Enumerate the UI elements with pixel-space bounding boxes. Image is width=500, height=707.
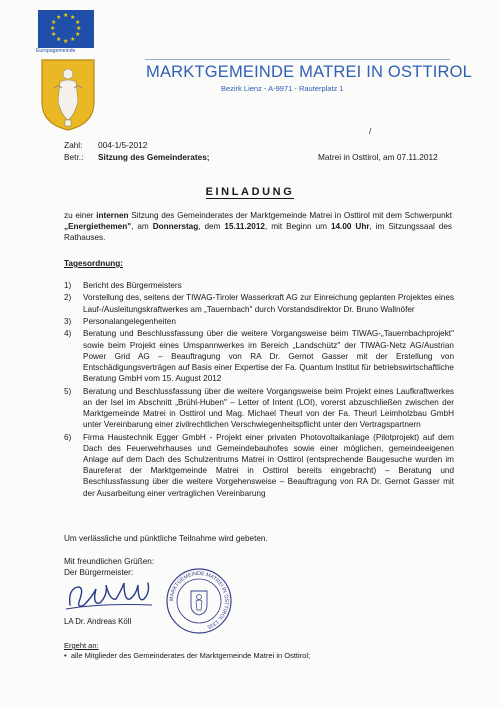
recipient-text: alle Mitglieder des Gemeinderates der Marktgemeinde Matrei in Osttirol;: [70, 651, 311, 660]
municipality-title: MARKTGEMEINDE MATREI IN OSTTIROL: [146, 63, 473, 81]
municipality-address: Bezirk Lienz - A-9971 - Rauterplatz 1: [221, 84, 344, 93]
recipients-title: Ergeht an:: [64, 641, 99, 650]
recipient-line: [64, 651, 310, 660]
agenda-item: 3) Personalangelegenheiten: [64, 316, 176, 326]
intro-paragraph: zu einer internen Sitzung des Gemeinderates der Marktgemeinde Matrei in Osttirol mit dem Schwerpunkt „Energiethemen", am Donnerstag, dem 15.11.2012, mit Beginn um 14.00 Uhr, im Sitzungssaal des Rathauses.: [64, 211, 452, 243]
reference-number: 004-1/5-2012: [98, 140, 148, 150]
reference-label: Zahl:: [64, 140, 83, 150]
subject-label: Betr.:: [64, 152, 84, 162]
agenda-item: 4) Beratung und Beschlussfassung über die weitere Vorgangsweise beim TIWAG-„Tauernbachprojekt" sowie beim Projekt eines Umspannwerkes im Bereich „Landschütz" der TIWAG-Netz AG/Austrian Power Grid AG – Beauftragung von RA Dr. Gernot Gasser mit der Erstellung von Entschädigungsverträgen auf Basis einer Expertise der Fa. Quantum Institut für betriebswirtschaftliche Beratung GmbH vom 15. August 2012: [64, 329, 454, 384]
mayor-label: Der Bürgermeister:: [64, 568, 134, 577]
eu-caption: Europagemeinde: [36, 48, 76, 54]
greeting: Mit freundlichen Grüßen:: [64, 557, 155, 566]
agenda-item: 6) Firma Haustechnik Egger GmbH - Projekt einer privaten Photovoltaikanlage (Pilotprojekt) auf dem Dach des Feuerwehrhauses und Gemeindebauhofes sowie einer möglichen, gemeindeeigenen Anlage auf dem Dach des Schulzentrums Matrei in Osttirol (entsprechende Baugesuche wurden im Baureferat der Marktgemeinde Matrei in Osttirol bereits eingebracht) – Beratung und Beschlussfassung über die weitere Vorgehensweise – Beauftragung von RA Dr. Gernot Gasser mit der Ausarbeitung einer vertraglichen Vereinbarung: [64, 432, 454, 498]
agenda-item: 1) Bericht des Bürgermeisters: [64, 281, 182, 290]
agenda-item: 2) Vorstellung des, seitens der TIWAG-Tiroler Wasserkraft AG zur Einreichung geplanten Projektes eines Lauf-/Ausleitungskraftwerkes am „Tauernbach" durch Vorstandsdirektor Dr. Bruno Wallnöfer: [64, 293, 454, 314]
place-date: Matrei in Osttirol, am 07.11.2012: [318, 152, 438, 162]
closing-text: Um verlässliche und pünktliche Teilnahme wird gebeten.: [64, 534, 268, 543]
agenda-list: [64, 280, 454, 500]
invitation-heading-text: EINLADUNG: [205, 186, 295, 198]
municipal-seal-stamp: [165, 567, 233, 635]
header-rule: [145, 59, 450, 60]
agenda-title: Tagesordnung:: [64, 259, 123, 268]
handwritten-signature: [62, 575, 157, 619]
coat-of-arms-logo: [40, 58, 96, 132]
agenda-item: 5) Beratung und Beschlussfassung über die weitere Vorgangsweise beim Projekt eines Laufkraftwerkes an der Isel im Abschnitt „Brühl-Huben" – Letter of Intent (LOI), vorerst abzuschließen zwischen der Marktgemeinde Matrei in Osttirol und Mag. Michael Theurl von der Fa. Theurl Leimholzbau GmbH unter Vereinbarung einer zivilrechtlichen Verschwiegenheitspflicht unter den Vertragspartnern: [64, 386, 454, 430]
mayor-name: LA Dr. Andreas Köll: [64, 617, 132, 626]
invitation-heading: [0, 186, 500, 198]
svg-text:MARKTGEMEINDE MATREI IN OSTTIR: MARKTGEMEINDE MATREI IN OSTTIROL 1335: [168, 570, 230, 630]
bullet-icon: •: [64, 651, 67, 660]
pen-tick-mark: /: [369, 127, 372, 136]
subject-value: Sitzung des Gemeinderates;: [98, 152, 210, 162]
eu-flag-logo: ★ ★ ★ ★ ★ ★ ★ ★ ★ ★ ★ ★: [38, 10, 94, 48]
